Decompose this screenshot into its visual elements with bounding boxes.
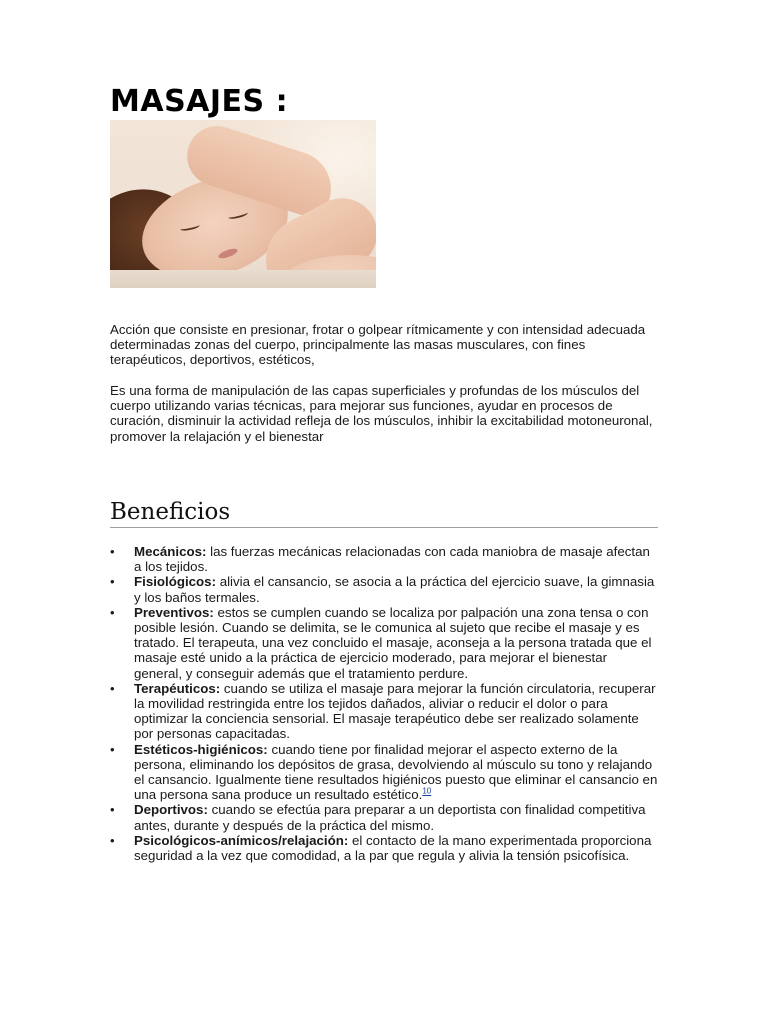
list-item bbox=[110, 802, 658, 832]
footnote-link[interactable]: 10 bbox=[422, 786, 432, 796]
list-item bbox=[110, 742, 658, 803]
page-title: MASAJES : bbox=[110, 84, 289, 119]
benefit-term: Deportivos: bbox=[134, 802, 208, 818]
benefit-term: Terapéuticos: bbox=[134, 680, 221, 696]
description-paragraph: Es una forma de manipulación de las capas superficiales y profundas de los músculos del cuerpo utilizando varias técnicas, para mejorar sus funciones, ayudar en procesos de curación, disminuir la actividad refleja de los músculos, inhibir la excitabilidad motoneuronal, promover la relajación y el bienestar bbox=[110, 383, 653, 444]
list-item bbox=[110, 681, 658, 742]
bullet-icon: • bbox=[110, 832, 115, 848]
bullet-icon: • bbox=[110, 574, 115, 590]
massage-photo bbox=[110, 120, 376, 288]
bullet-icon: • bbox=[110, 604, 115, 620]
intro-paragraph: Acción que consiste en presionar, frotar o golpear rítmicamente y con intensidad adecuada determinadas zonas del cuerpo, principalmente las masas musculares, con fines terapéuticos, deportivos, estéticos, bbox=[110, 322, 646, 368]
benefit-term: Psicológicos-anímicos/relajación: bbox=[134, 832, 349, 848]
benefits-list bbox=[110, 544, 658, 863]
bullet-icon: • bbox=[110, 680, 115, 696]
benefit-text: cuando se efectúa para preparar a un deportista con finalidad competitiva antes, durante y después de la práctica del mismo. bbox=[134, 802, 646, 833]
benefit-text: cuando tiene por finalidad mejorar el aspecto externo de la persona, eliminando los depósitos de grasa, devolviendo al músculo su tono y relajando el cansancio. Igualmente tiene resultados higiénicos puesto que eliminar el cansancio en una persona sana produce un resultado estético. bbox=[134, 741, 658, 803]
benefit-text: alivia el cansancio, se asocia a la práctica del ejercicio suave, la gimnasia y los baños termales. bbox=[134, 574, 655, 605]
list-item bbox=[110, 574, 658, 604]
benefit-text: estos se cumplen cuando se localiza por palpación una zona tensa o con posible lesión. Cuando se delimita, se le comunica al sujeto que recibe el masaje y es tratado. El terapeuta, una vez concluido el masaje, aconseja a la persona tratada que el masaje esté unido a la práctica de ejercicio moderado, para mejorar el bienestar general, y conseguir además que el tratamiento perdure. bbox=[134, 604, 652, 681]
benefit-term: Fisiológicos: bbox=[134, 574, 217, 590]
benefit-term: Preventivos: bbox=[134, 604, 214, 620]
benefit-text: las fuerzas mecánicas relacionadas con cada maniobra de masaje afectan a los tejidos. bbox=[134, 544, 650, 575]
benefit-term: Mecánicos: bbox=[134, 544, 207, 559]
bullet-icon: • bbox=[110, 741, 115, 757]
photo-towel bbox=[110, 270, 376, 288]
benefit-text: el contacto de la mano experimentada proporciona seguridad a la vez que comodidad, a la par que regula y alivia la tensión psicofísica. bbox=[134, 832, 652, 864]
list-item bbox=[110, 605, 658, 681]
list-item bbox=[110, 544, 658, 574]
bullet-icon: • bbox=[110, 802, 115, 818]
benefit-text: cuando se utiliza el masaje para mejorar la función circulatoria, recuperar la movilidad restringida entre los tejidos dañados, aliviar o reducir el dolor o para optimizar la conciencia sensorial. El masaje terapéutico debe ser realizado solamente por personas capacitadas. bbox=[134, 680, 656, 742]
bullet-icon: • bbox=[110, 544, 115, 559]
benefit-term: Estéticos-higiénicos: bbox=[134, 741, 268, 757]
section-heading-beneficios: Beneficios bbox=[110, 498, 658, 528]
list-item bbox=[110, 833, 658, 863]
